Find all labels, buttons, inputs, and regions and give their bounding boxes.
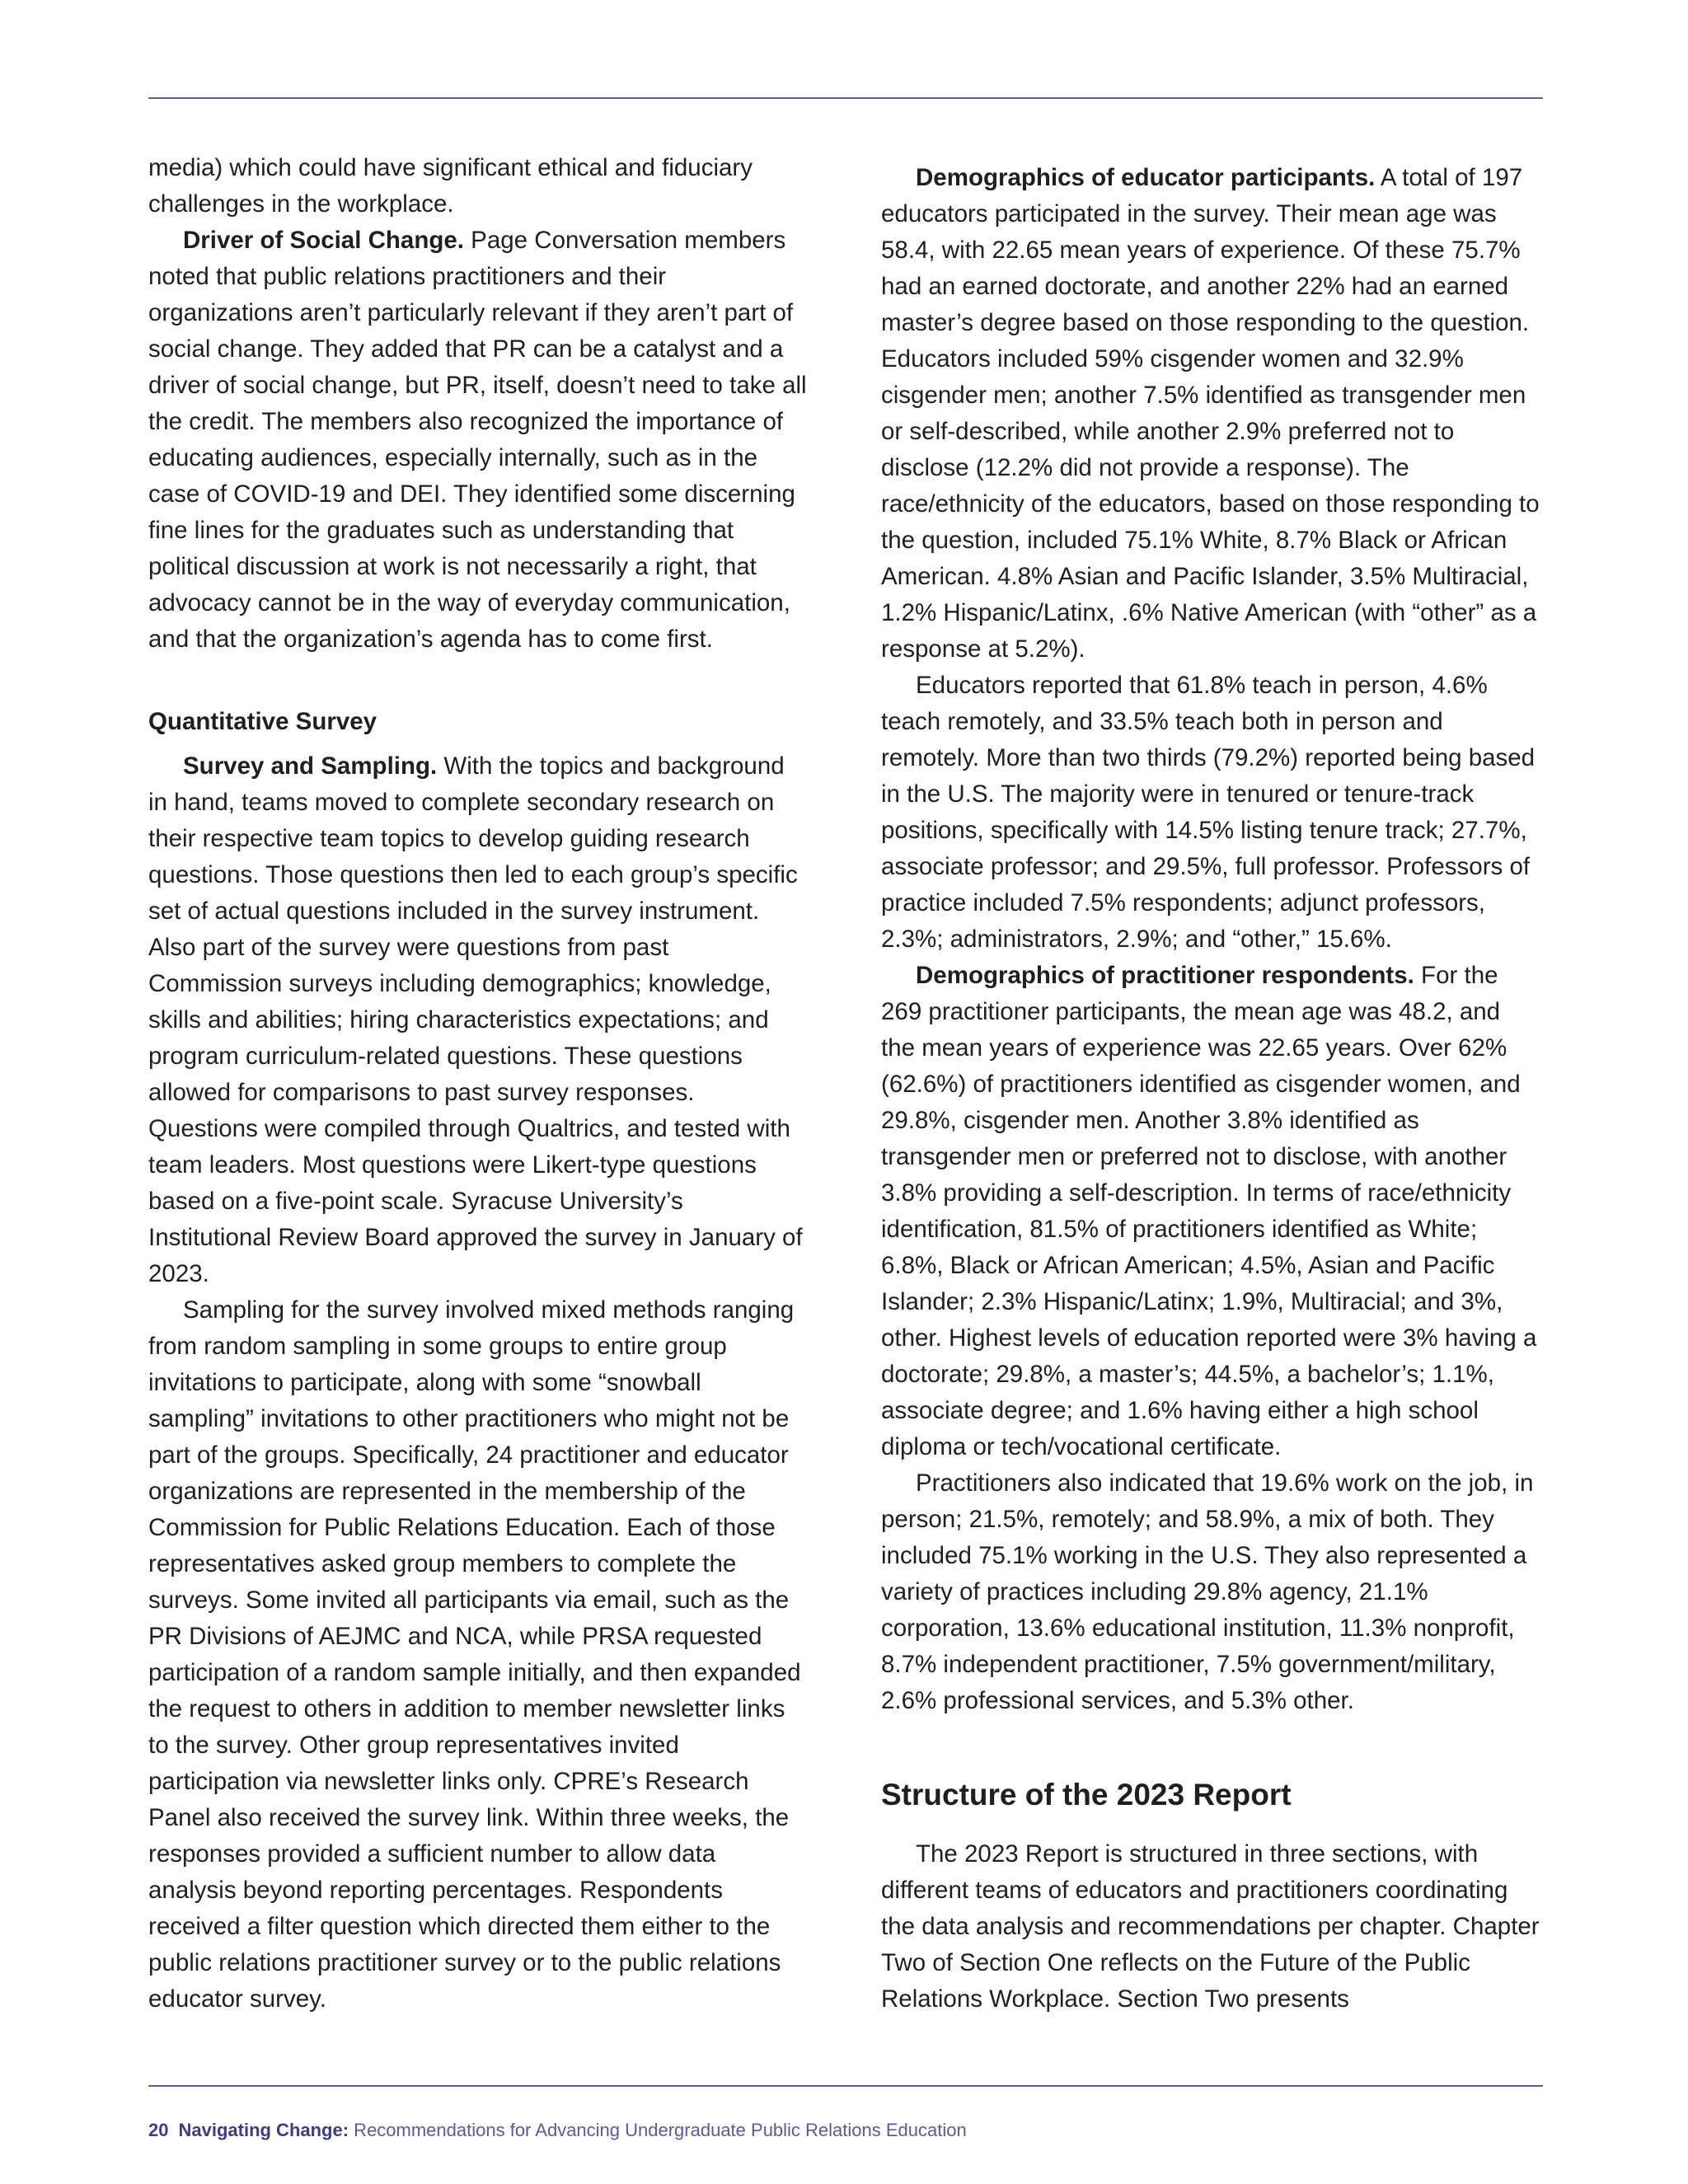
left-paragraph-2 <box>148 223 808 658</box>
page-footer <box>148 2118 967 2143</box>
publication-title: Navigating Change: <box>178 2120 349 2140</box>
publication-subtitle: Recommendations for Advancing Undergraduate Public Relations Education <box>349 2120 967 2140</box>
practitioner-demographics-text: For the 269 practitioner participants, the mean age was 48.2, and the mean years of experience was 22.65 years. Over 62% (62.6%) of practitioners identified as cisgender women, and 29.8%, cisgender men. Another 3.8% identified as transgender men or preferred not to disclose, with another 3.8% providing a self-description. In terms of race/ethnicity identification, 81.5% of practitioners identified as White; 6.8%, Black or African American; 4.5%, Asian and Pacific Islander; 2.3% Hispanic/Latinx; 1.9%, Multiracial; and 3%, other. Highest levels of education reported were 3% having a doctorate; 29.8%, a master’s; 44.5%, a bachelor’s; 1.1%, associate degree; and 1.6% having either a high school diploma or tech/vocational certificate. <box>881 962 1537 1460</box>
right-paragraph-2: Educators reported that 61.8% teach in person, 4.6% teach remotely, and 33.5% teach both in person and remotely. More than two thirds (79.2%) reported being based in the U.S. The majority were in tenured or tenure-track positions, specifically with 14.5% listing tenure track; 27.7%, associate professor; and 29.5%, full professor. Professors of practice included 7.5% respondents; adjunct professors, 2.3%; administrators, 2.9%; and “other,” 15.6%. <box>881 672 1536 953</box>
quantitative-survey-heading: Quantitative Survey <box>148 708 377 735</box>
practitioner-demographics-lead: Demographics of practitioner respondents. <box>916 962 1414 989</box>
top-divider <box>148 97 1543 99</box>
right-paragraph-3 <box>881 958 1540 1465</box>
structure-report-heading: Structure of the 2023 Report <box>881 1778 1292 1811</box>
driver-social-change-lead: Driver of Social Change. <box>183 227 464 254</box>
right-column <box>881 160 1540 2018</box>
right-paragraph-5: The 2023 Report is structured in three sections, with different teams of educators and practitioners coordinating the data analysis and recommendations per chapter. Chapter Two of Section One reflects on the Future of the Public Relations Workplace. Section Two presents <box>881 1840 1540 2013</box>
right-paragraph-1 <box>881 160 1540 668</box>
left-paragraph-4: Sampling for the survey involved mixed methods ranging from random sampling in some groups to entire group invitations to participate, along with some “snowball sampling” invitations to other practitioners who might not be part of the groups. Specifically, 24 practitioner and educator organizations are represented in the membership of the Commission for Public Relations Education. Each of those representatives asked group members to complete the surveys. Some invited all participants via email, such as the PR Divisions of AEJMC and NCA, while PRSA requested participation of a random sample initially, and then expanded the request to others in addition to member newsletter links to the survey. Other group representatives invited participation via newsletter links only. CPRE’s Research Panel also received the survey link. Within three weeks, the responses provided a sufficient number to allow data analysis beyond reporting percentages. Respondents received a filter question which directed them either to the public relations practitioner survey or to the public relations educator survey. <box>148 1296 801 2013</box>
page-number: 20 <box>148 2120 169 2140</box>
left-column <box>148 150 808 2018</box>
educator-demographics-text: A total of 197 educators participated in the survey. Their mean age was 58.4, with 22.65 mean years of experience. Of these 75.7% had an earned doctorate, and another 22% had an earned master’s degree based on those responding to the question. Educators included 59% cisgender women and 32.9% cisgender men; another 7.5% identified as transgender men or self-described, while another 2.9% preferred not to disclose (12.2% did not provide a response). The race/ethnicity of the educators, based on those responding to the question, included 75.1% White, 8.7% Black or African American. 4.8% Asian and Pacific Islander, 3.5% Multiracial, 1.2% Hispanic/Latinx, .6% Native American (with “other” as a response at 5.2%). <box>881 164 1540 663</box>
driver-social-change-text: Page Conversation members noted that public relations practitioners and their organizations aren’t particularly relevant if they aren’t part of social change. They added that PR can be a catalyst and a driver of social change, but PR, itself, doesn’t need to take all the credit. The members also recognized the importance of educating audiences, especially internally, such as in the case of COVID-19 and DEI. They identified some discerning fine lines for the graduates such as understanding that political discussion at work is not necessarily a right, that advocacy cannot be in the way of everyday communication, and that the organization’s agenda has to come first. <box>148 227 807 653</box>
survey-sampling-lead: Survey and Sampling. <box>183 752 438 780</box>
bottom-divider <box>148 2085 1543 2087</box>
right-paragraph-4: Practitioners also indicated that 19.6% work on the job, in person; 21.5%, remotely; and 58.9%, a mix of both. They included 75.1% working in the U.S. They also represented a variety of practices including 29.8% agency, 21.1% corporation, 13.6% educational institution, 11.3% nonprofit, 8.7% independent practitioner, 7.5% government/military, 2.6% professional services, and 5.3% other. <box>881 1469 1534 1714</box>
left-paragraph-1: media) which could have significant ethical and fiduciary challenges in the workplace. <box>148 154 753 218</box>
survey-sampling-text: With the topics and background in hand, teams moved to complete secondary research on their respective team topics to develop guiding research questions. Those questions then led to each group’s specific set of actual questions included in the survey instrument. Also part of the survey were questions from past Commission surveys including demographics; knowledge, skills and abilities; hiring characteristics expectations; and program curriculum-related questions. These questions allowed for comparisons to past survey responses. Questions were compiled through Qualtrics, and tested with team leaders. Most questions were Likert-type questions based on a five-point scale. Syracuse University’s Institutional Review Board approved the survey in January of 2023. <box>148 752 803 1287</box>
educator-demographics-lead: Demographics of educator participants. <box>916 164 1376 191</box>
left-paragraph-3 <box>148 748 808 1292</box>
